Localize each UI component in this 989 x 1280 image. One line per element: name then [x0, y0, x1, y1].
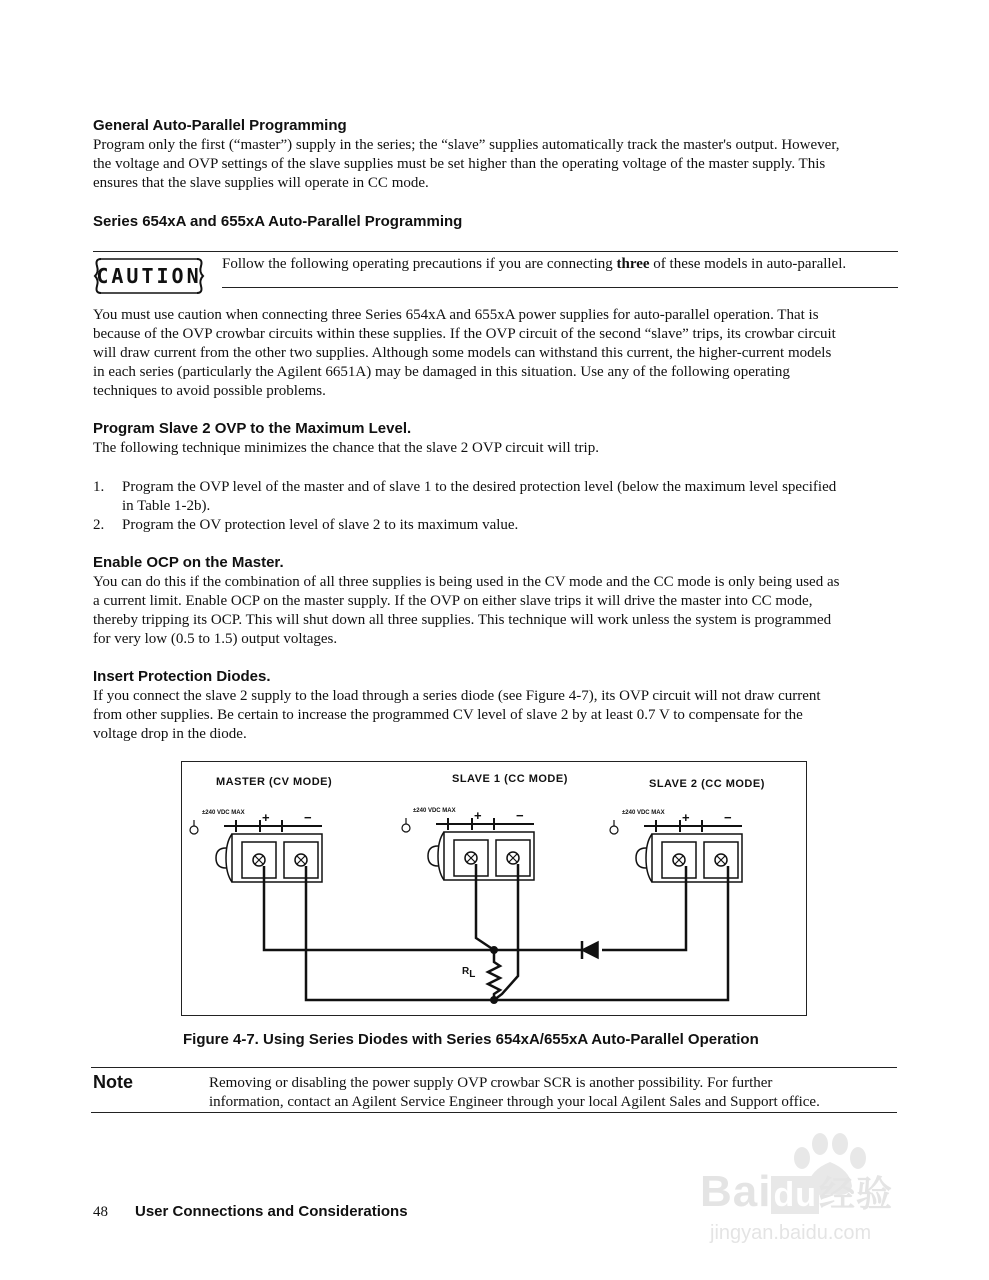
load-r: R: [462, 966, 470, 977]
wires: [264, 864, 728, 1000]
list-number: 2.: [93, 517, 105, 533]
text-line: in each series (particularly the Agilent 6651A) may be damaged in this situation. Use any of the following operating: [93, 364, 790, 380]
minus-slave1: −: [516, 808, 524, 823]
caution-badge: [93, 256, 205, 296]
text-line: You can do this if the combination of all three supplies is being used in the CV mode and the CC mode is only being used as: [93, 574, 840, 590]
caution-text-b: of these models in auto-parallel.: [649, 256, 847, 272]
supply-slave1-panel: [402, 818, 534, 880]
list-number: 1.: [93, 479, 105, 495]
caution-text-bold: three: [616, 256, 650, 272]
text-line: Program only the first (“master”) supply in the series; the “slave” supplies automatically track the master's output. However,: [93, 137, 840, 153]
plus-slave1: +: [474, 808, 482, 823]
page-number: 48: [93, 1204, 108, 1220]
label-master: MASTER (CV MODE): [216, 776, 333, 788]
list-item: [122, 478, 897, 516]
text-line: voltage drop in the diode.: [93, 726, 247, 742]
note-bottom-rule: [91, 1112, 897, 1113]
heading-series: Series 654xA and 655xA Auto-Parallel Programming: [93, 213, 463, 230]
text-line: You must use caution when connecting three Series 654xA and 655xA power supplies for auto-parallel operation. That is: [93, 307, 819, 323]
text-line: techniques to avoid possible problems.: [93, 383, 326, 399]
supply-master-panel: [190, 820, 322, 882]
diode-icon: [582, 941, 598, 959]
heading-diodes: Insert Protection Diodes.: [93, 668, 271, 685]
max-label-master: ±240 VDC MAX: [202, 810, 245, 816]
watermark-bai: Bai: [700, 1167, 772, 1216]
note-top-rule: [91, 1067, 897, 1068]
plus-slave2: +: [682, 810, 690, 825]
label-slave1: SLAVE 1 (CC MODE): [452, 773, 568, 785]
footer-title: User Connections and Considerations: [135, 1203, 408, 1220]
text-line: Program the OV protection level of slave 2 to its maximum value.: [122, 517, 519, 533]
max-label-slave2: ±240 VDC MAX: [622, 810, 665, 816]
text-line: information, contact an Agilent Service Engineer through your local Agilent Sales and Support office.: [209, 1094, 820, 1110]
text-line: in Table 1-2b).: [122, 498, 211, 514]
heading-slave2: Program Slave 2 OVP to the Maximum Level.: [93, 420, 412, 437]
caution-top-rule: [93, 251, 898, 252]
diodes-paragraph: [93, 687, 903, 744]
general-paragraph: [93, 136, 903, 193]
text-line: If you connect the slave 2 supply to the load through a series diode (see Figure 4-7), its OVP circuit will not draw current: [93, 688, 821, 704]
text-line: the voltage and OVP settings of the slave supplies must be set higher than the operating voltage of the master supply. This: [93, 156, 826, 172]
max-label-slave1: ±240 VDC MAX: [413, 808, 456, 814]
supply-slave2-panel: [610, 820, 742, 882]
caution-label: CAUTION: [96, 264, 202, 288]
note-text: [209, 1074, 899, 1112]
heading-ocp: Enable OCP on the Master.: [93, 554, 284, 571]
load-sub: L: [469, 969, 476, 980]
label-slave2: SLAVE 2 (CC MODE): [649, 778, 765, 790]
watermark-url: jingyan.baidu.com: [710, 1222, 872, 1244]
slave2-intro: The following technique minimizes the chance that the slave 2 OVP circuit will trip.: [93, 440, 599, 456]
plus-master: +: [262, 810, 270, 825]
caution-bottom-rule: [222, 287, 898, 288]
text-line: will draw current from the other two supplies. Although some models can withstand this current, the higher-current models: [93, 345, 832, 361]
caution-body-paragraph: [93, 306, 903, 401]
text-line: for very low (0.5 to 1.5) output voltages.: [93, 631, 338, 647]
figure-4-7: [181, 761, 807, 1016]
figure-caption: Figure 4-7. Using Series Diodes with Series 654xA/655xA Auto-Parallel Operation: [183, 1031, 759, 1048]
text-line: a current limit. Enable OCP on the master supply. If the OVP on either slave trips it will drive the master into CC mode,: [93, 593, 813, 609]
minus-master: −: [304, 810, 312, 825]
load-label: [462, 966, 475, 980]
text-line: Program the OVP level of the master and of slave 1 to the desired protection level (below the maximum level specified: [122, 479, 837, 495]
ocp-paragraph: [93, 573, 903, 649]
text-line: thereby tripping its OCP. This will shut down all three supplies. This technique will work unless the system is programmed: [93, 612, 832, 628]
watermark-du: du: [773, 1176, 818, 1214]
caution-text: [222, 255, 902, 274]
text-line: because of the OVP crowbar circuits within these supplies. If the OVP circuit of the second “slave” trips, its crowbar circuit: [93, 326, 836, 342]
text-line: from other supplies. Be certain to increase the programmed CV level of slave 2 by at least 0.7 V to compensate for the: [93, 707, 803, 723]
heading-general: General Auto-Parallel Programming: [93, 117, 347, 134]
watermark-cn: 经验: [819, 1174, 894, 1215]
text-line: Removing or disabling the power supply OVP crowbar SCR is another possibility. For further: [209, 1075, 773, 1091]
baidu-watermark: [700, 1130, 960, 1250]
list-item: [122, 516, 897, 535]
wiring-diagram: [182, 762, 808, 1017]
caution-text-a: Follow the following operating precautions if you are connecting: [222, 256, 617, 272]
text-line: ensures that the slave supplies will operate in CC mode.: [93, 175, 429, 191]
note-label: Note: [93, 1072, 133, 1092]
minus-slave2: −: [724, 810, 732, 825]
